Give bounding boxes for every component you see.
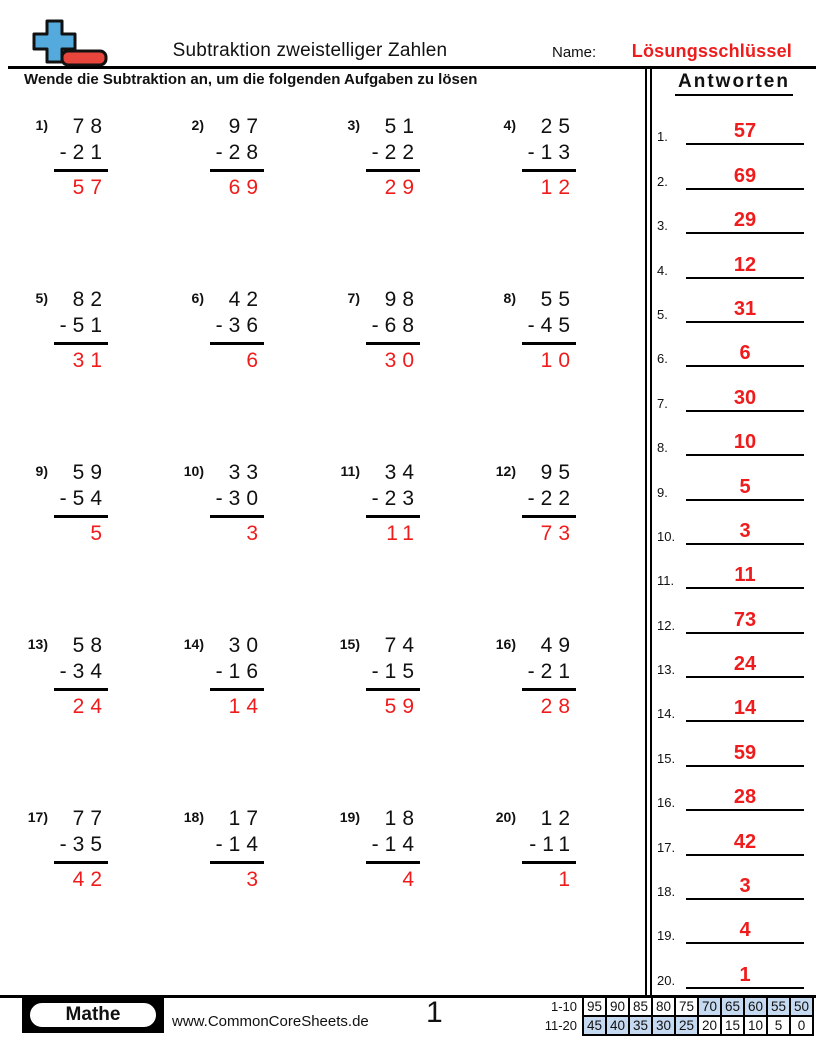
- subtrahend: -11: [522, 832, 576, 864]
- answer-value: 30: [733, 386, 757, 409]
- problem-number: 7): [347, 290, 360, 306]
- grade-cell: 50: [790, 997, 813, 1016]
- answer-row: [652, 145, 816, 189]
- grade-cell: 40: [606, 1016, 629, 1035]
- subtraction-problem: [176, 287, 332, 460]
- answers-panel: [652, 71, 816, 989]
- answer-blank: [686, 431, 804, 456]
- answer-row: [652, 634, 816, 678]
- grade-cell: 65: [721, 997, 744, 1016]
- answer-blank: [686, 964, 804, 989]
- problem-work: [54, 806, 108, 893]
- subtraction-problem: [488, 806, 644, 979]
- minuend: 34: [384, 461, 420, 484]
- subtrahend: -28: [210, 140, 264, 172]
- answer-number: 13.: [657, 662, 676, 678]
- problem-number: 20): [495, 809, 516, 825]
- answer-blank: [686, 254, 804, 279]
- minuend: 82: [72, 288, 108, 311]
- problem-work: [366, 114, 420, 201]
- subtraction-problem: [488, 633, 644, 806]
- minuend: 49: [540, 634, 576, 657]
- answer-value: 6: [739, 342, 751, 365]
- problems-grid: [20, 114, 644, 979]
- subtrahend: -36: [210, 313, 264, 345]
- problem-work: [522, 633, 576, 720]
- problem-number: 16): [495, 636, 516, 652]
- problem-answer: 1: [558, 868, 576, 891]
- problem-number: 12): [495, 463, 516, 479]
- subtrahend: -45: [522, 313, 576, 345]
- answer-number: 7.: [657, 395, 668, 411]
- answer-row: [652, 811, 816, 855]
- minuend: 78: [72, 115, 108, 138]
- problem-answer: 4: [402, 868, 420, 891]
- minuend: 77: [72, 807, 108, 830]
- grade-cell: 5: [767, 1016, 790, 1035]
- problem-answer: 73: [540, 522, 576, 545]
- problem-answer: 6: [246, 349, 264, 372]
- subtraction-problem: [332, 633, 488, 806]
- subtrahend: -22: [366, 140, 420, 172]
- subtrahend: -21: [54, 140, 108, 172]
- grade-cell: 45: [583, 1016, 606, 1035]
- problem-number: 10): [183, 463, 204, 479]
- answer-blank: [686, 786, 804, 811]
- problem-number: 9): [35, 463, 48, 479]
- problem-number: 6): [191, 290, 204, 306]
- problem-number: 2): [191, 117, 204, 133]
- answer-blank: [686, 342, 804, 367]
- answer-row: [652, 944, 816, 988]
- problem-answer: 12: [540, 176, 576, 199]
- minuend: 55: [540, 288, 576, 311]
- grade-cell: 75: [675, 997, 698, 1016]
- minuend: 58: [72, 634, 108, 657]
- answer-row: [652, 501, 816, 545]
- grade-range-label: 1-10: [550, 999, 577, 1014]
- subtraction-problem: [176, 806, 332, 979]
- subtrahend: -15: [366, 659, 420, 691]
- answer-row: [652, 456, 816, 500]
- problem-work: [210, 460, 264, 547]
- subtrahend: -16: [210, 659, 264, 691]
- problem-work: [210, 806, 264, 893]
- answer-row: [652, 234, 816, 278]
- answer-blank: [686, 476, 804, 501]
- answer-number: 8.: [657, 440, 668, 456]
- answer-blank: [686, 165, 804, 190]
- answer-value: 42: [733, 830, 757, 853]
- answer-value: 3: [739, 875, 751, 898]
- answer-number: 15.: [657, 750, 676, 766]
- answer-blank: [686, 387, 804, 412]
- plus-minus-logo: [22, 18, 114, 73]
- subtrahend: -23: [366, 486, 420, 518]
- problem-answer: 5: [90, 522, 108, 545]
- problem-answer: 30: [384, 349, 420, 372]
- answer-number: 10.: [657, 528, 676, 544]
- problem-answer: 14: [228, 695, 264, 718]
- answer-value: 69: [733, 164, 757, 187]
- grade-cell: 55: [767, 997, 790, 1016]
- answer-blank: [686, 875, 804, 900]
- problem-work: [366, 806, 420, 893]
- subtrahend: -34: [54, 659, 108, 691]
- subtraction-problem: [332, 114, 488, 287]
- problem-work: [522, 806, 576, 893]
- minuend: 97: [228, 115, 264, 138]
- website-text: www.CommonCoreSheets.de: [172, 1013, 369, 1030]
- answer-value: 31: [733, 297, 757, 320]
- problem-answer: 59: [384, 695, 420, 718]
- problem-work: [54, 114, 108, 201]
- page-title: Subtraktion zweistelliger Zahlen: [172, 40, 448, 61]
- answer-blank: [686, 653, 804, 678]
- subtrahend: -54: [54, 486, 108, 518]
- answer-blank: [686, 742, 804, 767]
- problem-work: [54, 287, 108, 374]
- problem-answer: 29: [384, 176, 420, 199]
- problem-number: 1): [35, 117, 48, 133]
- answer-value: 11: [734, 564, 756, 587]
- grade-cell: 35: [629, 1016, 652, 1035]
- answer-row: [652, 678, 816, 722]
- answer-value: 1: [739, 963, 751, 986]
- answer-blank: [686, 831, 804, 856]
- minuend: 98: [384, 288, 420, 311]
- subtraction-problem: [488, 114, 644, 287]
- answer-row: [652, 767, 816, 811]
- answer-number: 9.: [657, 484, 668, 500]
- problem-number: 19): [339, 809, 360, 825]
- answer-blank: [686, 209, 804, 234]
- answer-blank: [686, 520, 804, 545]
- subtraction-problem: [20, 460, 176, 633]
- subtraction-problem: [488, 460, 644, 633]
- answer-value: 59: [733, 741, 757, 764]
- answer-number: 20.: [657, 972, 676, 988]
- minuend: 25: [540, 115, 576, 138]
- answer-number: 19.: [657, 928, 676, 944]
- subtrahend: -14: [210, 832, 264, 864]
- subtrahend: -35: [54, 832, 108, 864]
- answer-value: 10: [733, 431, 757, 454]
- problem-answer: 24: [72, 695, 108, 718]
- answer-number: 2.: [657, 173, 668, 189]
- grade-cell: 95: [583, 997, 606, 1016]
- answer-row: [652, 367, 816, 411]
- answer-row: [652, 900, 816, 944]
- answer-blank: [686, 919, 804, 944]
- problem-answer: 3: [246, 522, 264, 545]
- problem-work: [210, 114, 264, 201]
- minuend: 33: [228, 461, 264, 484]
- problem-answer: 31: [72, 349, 108, 372]
- answer-number: 3.: [657, 218, 668, 234]
- answer-number: 5.: [657, 306, 668, 322]
- answer-list: [652, 101, 816, 989]
- subtraction-problem: [332, 287, 488, 460]
- problem-work: [210, 287, 264, 374]
- subtraction-problem: [332, 806, 488, 979]
- grade-cell: 20: [698, 1016, 721, 1035]
- problem-answer: 11: [386, 522, 420, 545]
- subtrahend: -21: [522, 659, 576, 691]
- subtraction-problem: [488, 287, 644, 460]
- minuend: 42: [228, 288, 264, 311]
- answer-number: 6.: [657, 351, 668, 367]
- problem-work: [210, 633, 264, 720]
- subtraction-problem: [332, 460, 488, 633]
- answer-row: [652, 589, 816, 633]
- grade-cell: 25: [675, 1016, 698, 1035]
- problem-number: 3): [347, 117, 360, 133]
- answer-number: 17.: [657, 839, 676, 855]
- answer-number: 16.: [657, 795, 676, 811]
- problem-number: 14): [183, 636, 204, 652]
- problem-work: [522, 287, 576, 374]
- minuend: 18: [384, 807, 420, 830]
- answers-title: Antworten: [652, 71, 816, 101]
- answer-row: [652, 412, 816, 456]
- subtrahend: -13: [522, 140, 576, 172]
- answer-row: [652, 856, 816, 900]
- grade-cell: 70: [698, 997, 721, 1016]
- answer-blank: [686, 564, 804, 589]
- answer-value: 28: [733, 786, 757, 809]
- answer-row: [652, 323, 816, 367]
- grading-table: [545, 996, 814, 1036]
- answer-number: 1.: [657, 129, 668, 145]
- problem-answer: 3: [246, 868, 264, 891]
- minuend: 17: [228, 807, 264, 830]
- answer-number: 14.: [657, 706, 676, 722]
- grade-cell: 90: [606, 997, 629, 1016]
- subtraction-problem: [176, 460, 332, 633]
- grade-cell: 60: [744, 997, 767, 1016]
- grade-cell: 85: [629, 997, 652, 1016]
- minuend: 95: [540, 461, 576, 484]
- problem-number: 5): [35, 290, 48, 306]
- grade-range-label: 11-20: [544, 1018, 577, 1033]
- subtrahend: -22: [522, 486, 576, 518]
- grade-cell: 80: [652, 997, 675, 1016]
- answer-value: 3: [739, 519, 751, 542]
- subtraction-problem: [20, 633, 176, 806]
- problem-work: [54, 633, 108, 720]
- subtrahend: -14: [366, 832, 420, 864]
- problem-number: 17): [27, 809, 48, 825]
- answer-value: 12: [733, 253, 757, 276]
- problem-work: [366, 287, 420, 374]
- answer-value: 4: [739, 919, 751, 942]
- minuend: 51: [384, 115, 420, 138]
- page-number: 1: [426, 996, 443, 1029]
- grade-cell: 10: [744, 1016, 767, 1035]
- answer-value: 5: [739, 475, 751, 498]
- answer-value: 24: [733, 653, 757, 676]
- answer-blank: [686, 298, 804, 323]
- problem-answer: 28: [540, 695, 576, 718]
- subtrahend: -51: [54, 313, 108, 345]
- problem-number: 15): [339, 636, 360, 652]
- subtrahend: -68: [366, 313, 420, 345]
- instruction-text: Wende die Subtraktion an, um die folgenden Aufgaben zu lösen: [24, 71, 478, 88]
- problem-number: 18): [183, 809, 204, 825]
- minuend: 30: [228, 634, 264, 657]
- problem-work: [366, 460, 420, 547]
- answer-row: [652, 722, 816, 766]
- answer-number: 12.: [657, 617, 676, 633]
- answers-separator: [645, 69, 652, 995]
- problem-work: [54, 460, 108, 547]
- minuend: 74: [384, 634, 420, 657]
- problem-answer: 69: [228, 176, 264, 199]
- subtraction-problem: [176, 114, 332, 287]
- answer-row: [652, 279, 816, 323]
- answer-blank: [686, 120, 804, 145]
- problem-work: [522, 460, 576, 547]
- name-label: Name:: [552, 44, 597, 61]
- answer-number: 11.: [657, 573, 675, 589]
- plus-minus-logo-icon: [22, 18, 114, 68]
- answer-value: 73: [733, 608, 757, 631]
- problem-work: [366, 633, 420, 720]
- problem-number: 4): [503, 117, 516, 133]
- minuend: 59: [72, 461, 108, 484]
- grade-cell: 15: [721, 1016, 744, 1035]
- problem-answer: 10: [540, 349, 576, 372]
- problem-number: 13): [27, 636, 48, 652]
- answer-value: 14: [733, 697, 757, 720]
- grade-cell: 30: [652, 1016, 675, 1035]
- header-divider: [8, 66, 816, 69]
- problem-answer: 57: [72, 176, 108, 199]
- subject-badge: [22, 998, 164, 1033]
- answer-blank: [686, 697, 804, 722]
- problem-work: [522, 114, 576, 201]
- problem-answer: 42: [72, 868, 108, 891]
- answer-number: 4.: [657, 262, 668, 278]
- answer-value: 29: [733, 209, 757, 232]
- answer-row: [652, 101, 816, 145]
- answer-key-label: Lösungsschlüssel: [631, 41, 792, 61]
- subject-badge-label: Mathe: [28, 1001, 158, 1029]
- subtraction-problem: [20, 287, 176, 460]
- subtraction-problem: [176, 633, 332, 806]
- answer-value: 57: [733, 120, 757, 143]
- answer-row: [652, 190, 816, 234]
- answer-blank: [686, 609, 804, 634]
- problem-number: 11): [340, 463, 360, 479]
- subtraction-problem: [20, 806, 176, 979]
- minuend: 12: [540, 807, 576, 830]
- problem-number: 8): [503, 290, 516, 306]
- grade-cell: 0: [790, 1016, 813, 1035]
- subtrahend: -30: [210, 486, 264, 518]
- answer-number: 18.: [657, 884, 676, 900]
- answer-row: [652, 545, 816, 589]
- subtraction-problem: [20, 114, 176, 287]
